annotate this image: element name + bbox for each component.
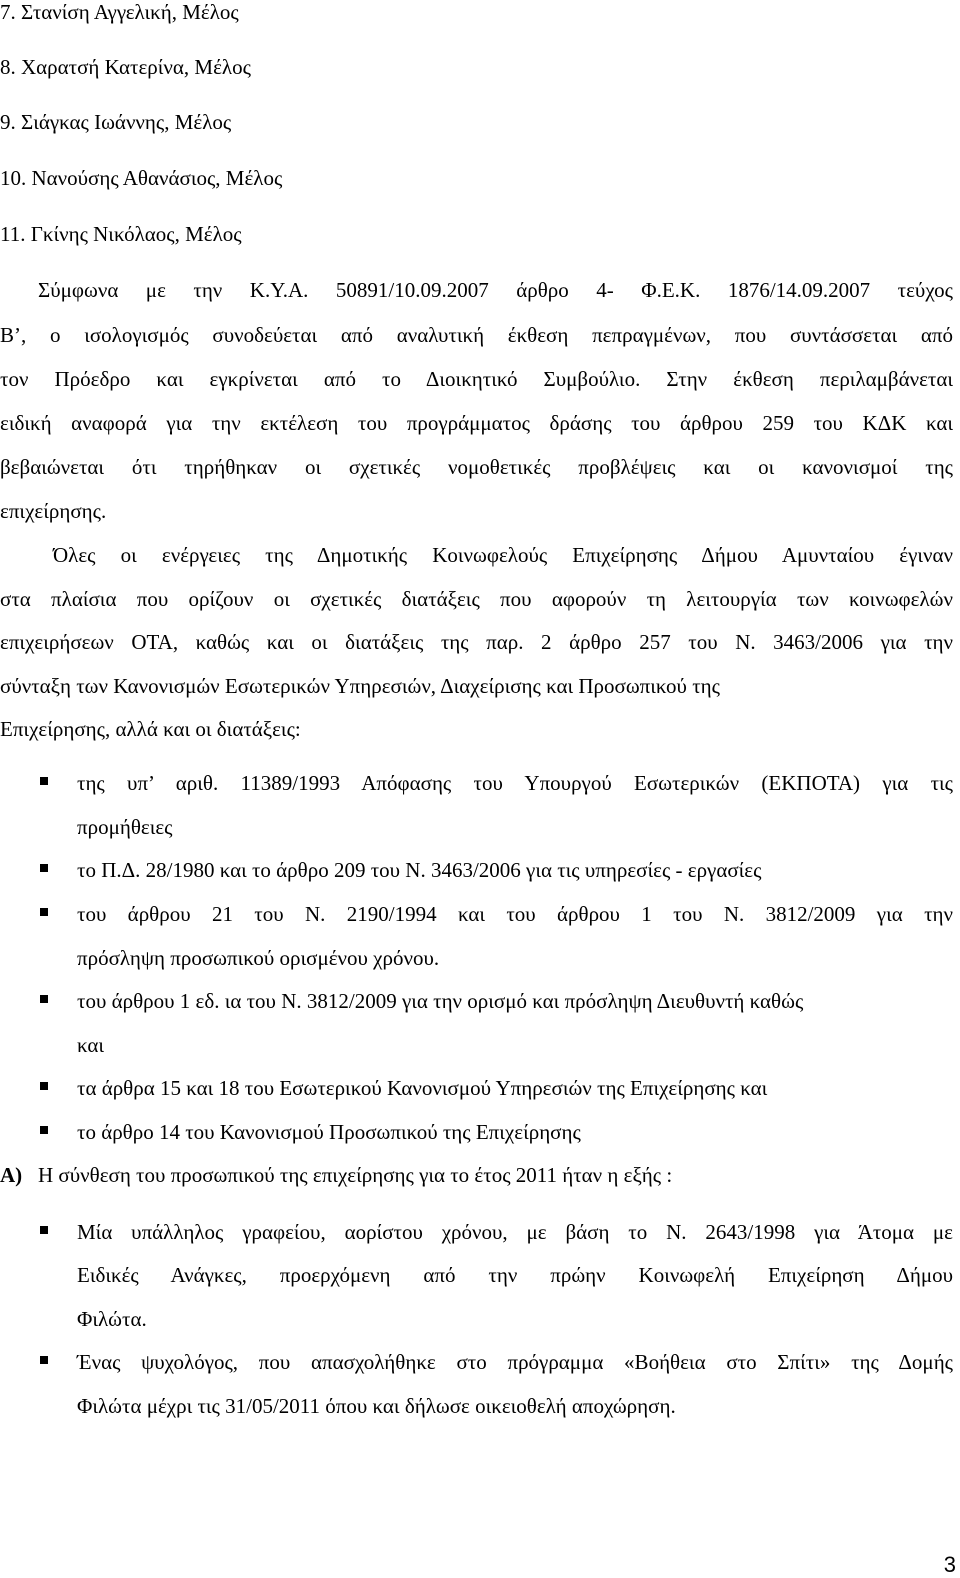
- member-line: 8. Χαρατσή Κατερίνα, Μέλος: [0, 55, 251, 79]
- paragraph-line: βεβαιώνεται ότι τηρήθηκαν οι σχετικές νομοθετικές προβλέψεις και οι κανονισμοί της: [0, 455, 953, 479]
- list-item-line: τα άρθρα 15 και 18 του Εσωτερικού Κανονισμού Υπηρεσιών της Επιχείρησης και: [77, 1076, 768, 1100]
- page-number: 3: [943, 1552, 956, 1577]
- list-item-line: Μία υπάλληλος γραφείου, αορίστου χρόνου, με βάση το Ν. 2643/1998 για Άτομα με: [77, 1220, 953, 1244]
- member-line: 7. Στανίση Αγγελική, Μέλος: [0, 0, 239, 24]
- square-bullet-icon: [40, 1356, 48, 1364]
- paragraph-line: επιχειρήσεων ΟΤΑ, καθώς και οι διατάξεις της παρ. 2 άρθρο 257 του Ν. 3463/2006 για την: [0, 630, 953, 654]
- square-bullet-icon: [40, 1226, 48, 1234]
- section-heading: Η σύνθεση του προσωπικού της επιχείρησης για το έτος 2011 ήταν η εξής :: [38, 1163, 673, 1187]
- list-item-line: Φιλώτα μέχρι τις 31/05/2011 όπου και δήλωσε οικειοθελή αποχώρηση.: [77, 1394, 676, 1418]
- paragraph-line: σύνταξη των Κανονισμών Εσωτερικών Υπηρεσιών, Διαχείρισης και Προσωπικού της: [0, 674, 720, 698]
- list-item-line: Φιλώτα.: [77, 1307, 147, 1331]
- paragraph-line: στα πλαίσια που ορίζουν οι σχετικές διατάξεις που αφορούν τη λειτουργία των κοινωφελών: [0, 587, 953, 611]
- list-item-line: το Π.Δ. 28/1980 και το άρθρο 209 του Ν. 3463/2006 για τις υπηρεσίες - εργασίες: [77, 858, 762, 882]
- member-line: 11. Γκίνης Νικόλαος, Μέλος: [0, 222, 242, 246]
- paragraph-line: Σύμφωνα με την Κ.Υ.Α. 50891/10.09.2007 άρθρο 4- Φ.Ε.Κ. 1876/14.09.2007 τεύχος: [38, 278, 953, 302]
- list-item-line: Ειδικές Ανάγκες, προερχόμενη από την πρώην Κοινωφελή Επιχείρηση Δήμου: [77, 1263, 953, 1287]
- square-bullet-icon: [40, 1082, 48, 1090]
- list-item-line: του άρθρου 1 εδ. ια του Ν. 3812/2009 για την ορισμό και πρόσληψη Διευθυντή καθώς: [77, 989, 804, 1013]
- list-item-line: του άρθρου 21 του Ν. 2190/1994 και του άρθρου 1 του Ν. 3812/2009 για την: [77, 902, 953, 926]
- square-bullet-icon: [40, 995, 48, 1003]
- paragraph-line: επιχείρησης.: [0, 499, 107, 523]
- paragraph-line: τον Πρόεδρο και εγκρίνεται από το Διοικητικό Συμβούλιο. Στην έκθεση περιλαμβάνεται: [0, 367, 953, 391]
- list-item-line: Ένας ψυχολόγος, που απασχολήθηκε στο πρόγραμμα «Βοήθεια στο Σπίτι» της Δομής: [77, 1350, 953, 1374]
- member-line: 10. Νανούσης Αθανάσιος, Μέλος: [0, 166, 283, 190]
- paragraph-line: Όλες οι ενέργειες της Δημοτικής Κοινωφελούς Επιχείρησης Δήμου Αμυνταίου έγιναν: [53, 543, 953, 567]
- list-item-line: πρόσληψη προσωπικού ορισμένου χρόνου.: [77, 946, 440, 970]
- square-bullet-icon: [40, 908, 48, 916]
- section-label: Α): [0, 1163, 23, 1187]
- list-item-line: και: [77, 1033, 105, 1057]
- square-bullet-icon: [40, 1126, 48, 1134]
- square-bullet-icon: [40, 777, 48, 785]
- list-item-line: της υπ’ αριθ. 11389/1993 Απόφασης του Υπουργού Εσωτερικών (ΕΚΠΟΤΑ) για τις: [77, 771, 953, 795]
- list-item-line: το άρθρο 14 του Κανονισμού Προσωπικού της Επιχείρησης: [77, 1120, 581, 1144]
- paragraph-line: Β’, ο ισολογισμός συνοδεύεται από αναλυτική έκθεση πεπραγμένων, που συντάσσεται από: [0, 323, 953, 347]
- paragraph-line: ειδική αναφορά για την εκτέλεση του προγράμματος δράσης του άρθρου 259 του ΚΔΚ και: [0, 411, 953, 435]
- paragraph-line: Επιχείρησης, αλλά και οι διατάξεις:: [0, 717, 301, 741]
- member-line: 9. Σιάγκας Ιωάννης, Μέλος: [0, 110, 232, 134]
- list-item-line: προμήθειες: [77, 815, 173, 839]
- square-bullet-icon: [40, 864, 48, 872]
